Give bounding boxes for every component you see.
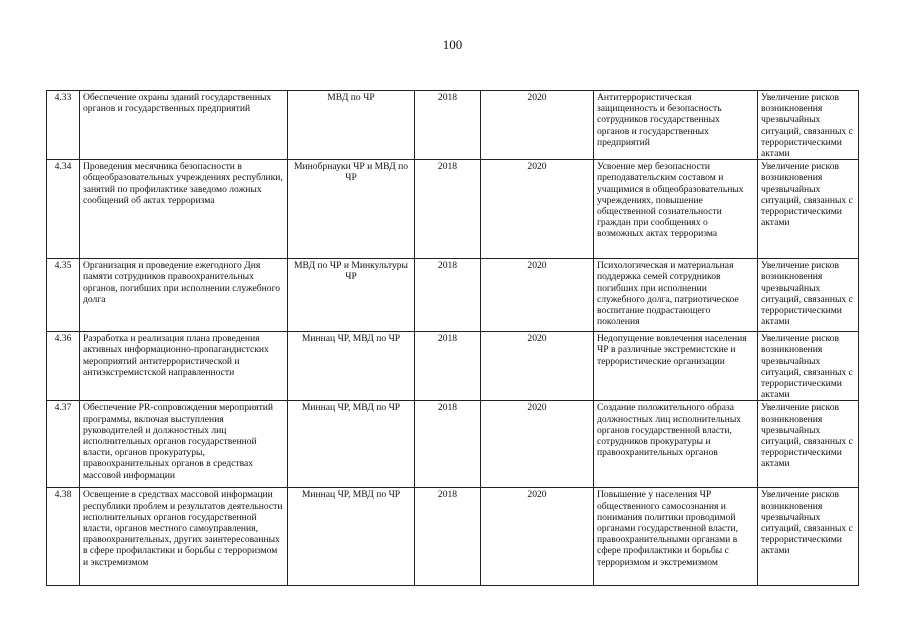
table-row (47, 488, 859, 586)
executors-cell: Миннац ЧР, МВД по ЧР (288, 401, 415, 488)
activity-cell: Обеспечение охраны зданий государственных органов и государственных предприятий (80, 91, 288, 160)
row-number: 4.37 (47, 401, 80, 488)
result-cell: Психологическая и материальная поддержка семей сотрудников погибших при исполнении служебного долга, патриотическое воспитание подрастающего поколения (594, 259, 758, 332)
measures-table (46, 90, 859, 586)
end-year-cell: 2020 (481, 160, 594, 259)
end-year-cell: 2020 (481, 488, 594, 586)
start-year-cell: 2018 (415, 401, 481, 488)
risk-cell: Увеличение рисков возникновения чрезвычайных ситуаций, связанных с террористическими актами (758, 488, 859, 586)
executors-cell: Миннац ЧР, МВД по ЧР (288, 488, 415, 586)
row-number: 4.36 (47, 332, 80, 401)
result-cell: Усвоение мер безопасности преподавательским составом и учащимися в общеобразовательных учреждениях, повышение общественной сознательности граждан при сообщениях о возможных актах терроризма (594, 160, 758, 259)
start-year-cell: 2018 (415, 488, 481, 586)
table-row (47, 332, 859, 401)
risk-cell: Увеличение рисков возникновения чрезвычайных ситуаций, связанных с террористическими актами (758, 332, 859, 401)
activity-cell: Организация и проведение ежегодного Дня памяти сотрудников правоохранительных органов, погибших при исполнении служебного долга (80, 259, 288, 332)
start-year-cell: 2018 (415, 160, 481, 259)
activity-cell: Проведения месячника безопасности в общеобразовательных учреждениях республики, занятий по профилактике заведомо ложных сообщений об актах терроризма (80, 160, 288, 259)
result-cell: Создание положительного образа должностных лиц исполнительных органов государственной власти, сотрудников прокуратуры и правоохранительных органов (594, 401, 758, 488)
table-row (47, 259, 859, 332)
result-cell: Недопущение вовлечения населения ЧР в различные экстремистские и террористические организации (594, 332, 758, 401)
risk-cell: Увеличение рисков возникновения чрезвычайных ситуаций, связанных с террористическими актами (758, 401, 859, 488)
start-year-cell: 2018 (415, 332, 481, 401)
end-year-cell: 2020 (481, 332, 594, 401)
risk-cell: Увеличение рисков возникновения чрезвычайных ситуаций, связанных с террористическими актами (758, 259, 859, 332)
activity-cell: Обеспечение PR-сопровождения мероприятий программы, включая выступления руководителей и должностных лиц исполнительных органов государственной власти, органов прокуратуры, правоохранительных органов в средствах массовой информации (80, 401, 288, 488)
end-year-cell: 2020 (481, 259, 594, 332)
row-number: 4.38 (47, 488, 80, 586)
start-year-cell: 2018 (415, 259, 481, 332)
page-number: 100 (442, 37, 463, 52)
end-year-cell: 2020 (481, 91, 594, 160)
executors-cell: Минобрнауки ЧР и МВД по ЧР (288, 160, 415, 259)
result-cell: Повышение у населения ЧР общественного самосознания и понимания политики проводимой органами государственной власти, правоохранительными органами в сфере профилактики и борьбы с терроризмом и экстремизмом (594, 488, 758, 586)
executors-cell: МВД по ЧР (288, 91, 415, 160)
table-row (47, 160, 859, 259)
end-year-cell: 2020 (481, 401, 594, 488)
executors-cell: Миннац ЧР, МВД по ЧР (288, 332, 415, 401)
table-row (47, 91, 859, 160)
row-number: 4.34 (47, 160, 80, 259)
risk-cell: Увеличение рисков возникновения чрезвычайных ситуаций, связанных с террористическими актами (758, 91, 859, 160)
result-cell: Антитеррористическая защищенность и безопасность сотрудников государственных органов и государственных предприятий (594, 91, 758, 160)
table-row (47, 401, 859, 488)
executors-cell: МВД по ЧР и Минкультуры ЧР (288, 259, 415, 332)
activity-cell: Разработка и реализация плана проведения активных информационно-пропагандистских мероприятий антитеррористической и антиэкстремистской направленности (80, 332, 288, 401)
row-number: 4.35 (47, 259, 80, 332)
row-number: 4.33 (47, 91, 80, 160)
start-year-cell: 2018 (415, 91, 481, 160)
activity-cell: Освещение в средствах массовой информации республики проблем и результатов деятельности исполнительных органов государственной власти, органов местного самоуправления, правоохранительных, других заинтересованных в сфере профилактики и борьбы с терроризмом и экстремизмом (80, 488, 288, 586)
risk-cell: Увеличение рисков возникновения чрезвычайных ситуаций, связанных с террористическими актами (758, 160, 859, 259)
